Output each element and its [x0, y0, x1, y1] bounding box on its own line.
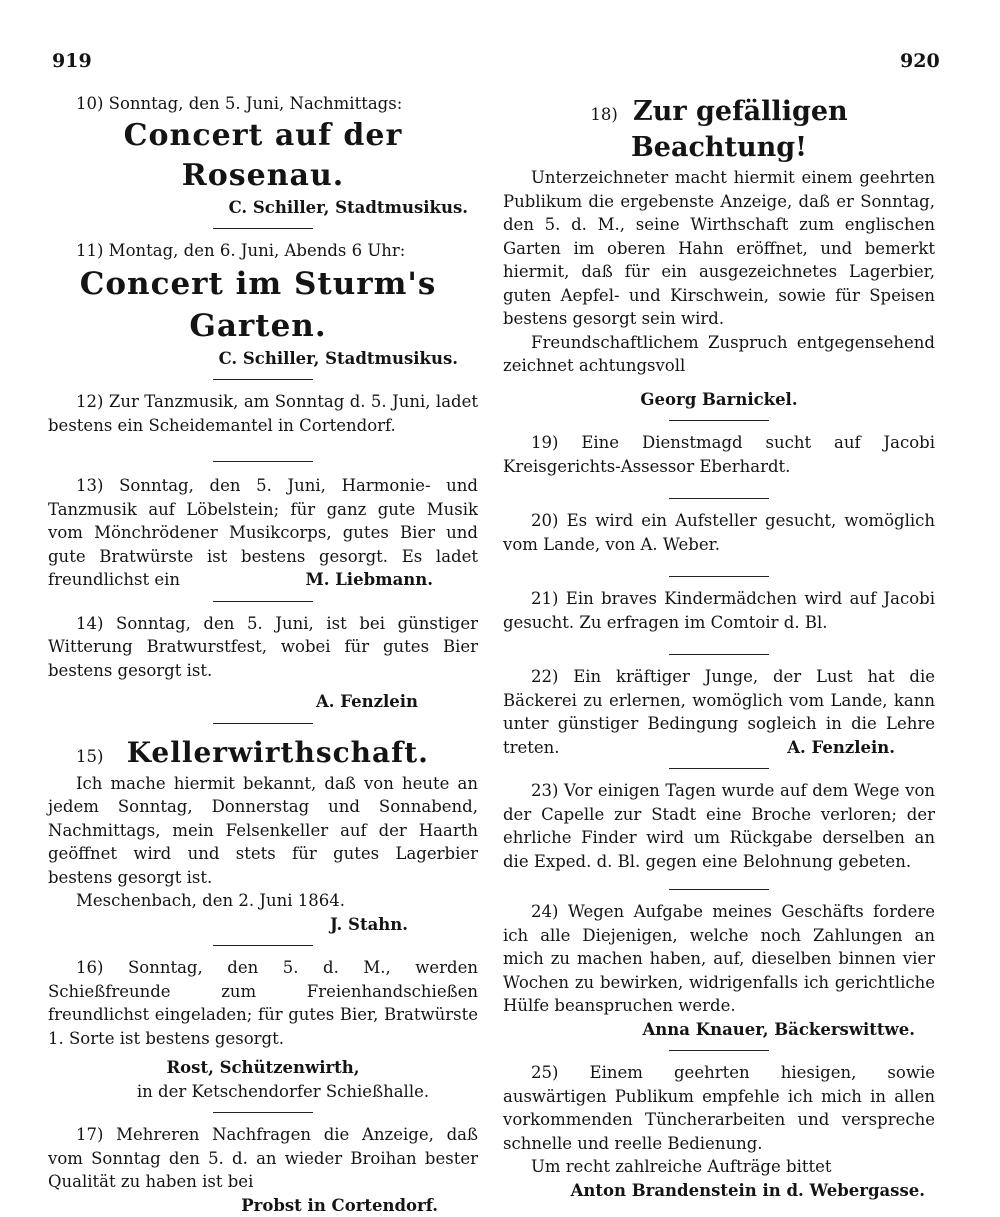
ad-23-text: 23) Vor einigen Tagen wurde auf dem Wege von der Capelle zur Stadt eine Broche verloren; der ehrliche Finder wird um Rückgabe derselben an die Exped. d. Bl. gegen eine Belohnung gebeten.	[503, 779, 935, 873]
divider	[213, 379, 313, 380]
divider	[669, 576, 769, 577]
ad-16-signature-location: in der Ketschendorfer Schießhalle.	[48, 1080, 478, 1104]
ad-25-text2: Um recht zahlreiche Aufträge bittet	[503, 1155, 935, 1179]
ad-25-text: 25) Einem geehrten hiesigen, sowie auswärtigen Publikum empfehle ich mich in allen vorkommenden Tüncherarbeiten und verspreche schnelle und reelle Bedienung.	[503, 1061, 935, 1155]
ad-16-text: 16) Sonntag, den 5. d. M., werden Schießfreunde zum Freienhandschießen freundlichst eingeladen; für gutes Bier, Bratwürste 1. Sorte ist bestens gesorgt.	[48, 956, 478, 1050]
left-column	[48, 92, 478, 1217]
divider	[213, 1112, 313, 1113]
ad-13	[48, 474, 478, 592]
ad-12-text: 12) Zur Tanzmusik, am Sonntag d. 5. Juni, ladet bestens ein Scheidemantel in Cortendorf.	[48, 390, 478, 437]
ad-15-text: Ich mache hiermit bekannt, daß von heute an jedem Sonntag, Donnerstag und Sonnabend, Nachmittags, mein Felsenkeller auf der Haarth geöffnet wird und stets für gutes Lagerbier bestens gesorgt ist.	[48, 772, 478, 890]
ad-10-line: 10) Sonntag, den 5. Juni, Nachmittags:	[48, 92, 478, 116]
ad-17	[48, 1123, 478, 1217]
ad-25	[503, 1061, 935, 1202]
ad-17-text: 17) Mehreren Nachfragen die Anzeige, daß vom Sonntag den 5. d. an wieder Broihan bester Qualität zu haben ist bei	[48, 1123, 478, 1194]
ad-18-number: 18)	[590, 105, 617, 124]
divider	[669, 498, 769, 499]
ad-18-title: Zur gefälligen Beachtung!	[631, 96, 848, 163]
divider	[213, 461, 313, 462]
divider	[669, 889, 769, 890]
ad-11	[48, 239, 478, 370]
ad-22-signature: A. Fenzlein.	[503, 736, 895, 760]
ad-19-text: 19) Eine Dienstmagd sucht auf Jacobi Kreisgerichts-Assessor Eberhardt.	[503, 431, 935, 478]
divider	[669, 1050, 769, 1051]
ad-11-signature: C. Schiller, Stadtmusikus.	[48, 347, 458, 371]
ad-11-title: Concert im Sturm's Garten.	[26, 263, 490, 347]
ad-20-text: 20) Es wird ein Aufsteller gesucht, womöglich vom Lande, von A. Weber.	[503, 509, 935, 556]
ad-15-title: Kellerwirthschaft.	[127, 736, 429, 769]
ad-24	[503, 900, 935, 1041]
ad-10-signature: C. Schiller, Stadtmusikus.	[48, 196, 468, 220]
ad-22	[503, 665, 935, 759]
ad-20	[503, 509, 935, 556]
divider	[669, 420, 769, 421]
ad-18-text: Unterzeichneter macht hiermit einem geehrten Publikum die ergebenste Anzeige, daß er Sonntag, den 5. d. M., seine Wirthschaft zum englischen Garten im oberen Hahn eröffnet, und bemerkt hiermit, daß für ein ausgezeichnetes Lagerbier, guten Aepfel- und Kirschwein, sowie für Speisen bestens gesorgt sein wird.	[503, 166, 935, 331]
right-column	[503, 94, 935, 1202]
ad-13-signature: M. Liebmann.	[48, 568, 433, 592]
ad-17-signature: Probst in Cortendorf.	[48, 1194, 438, 1217]
divider	[669, 654, 769, 655]
ad-18-signature: Georg Barnickel.	[503, 388, 935, 412]
divider	[213, 723, 313, 724]
ad-16	[48, 956, 478, 1103]
ad-15-number: 15)	[76, 747, 103, 766]
ad-19	[503, 431, 935, 478]
ad-14-signature: A. Fenzlein	[48, 690, 418, 714]
ad-22-text: 22) Ein kräftiger Junge, der Lust hat die Bäckerei zu erlernen, womöglich vom Lande, kann unter günstiger Bedingung sogleich in die Lehre treten.	[503, 665, 935, 759]
ad-14-text: 14) Sonntag, den 5. Juni, ist bei günstiger Witterung Bratwurstfest, wobei für gutes Bier bestens gesorgt ist.	[48, 612, 478, 683]
divider	[213, 945, 313, 946]
ad-13-text: 13) Sonntag, den 5. Juni, Harmonie- und Tanzmusik auf Löbelstein; für ganz gute Musik vom Mönchrödener Musikcorps, gutes Bier und gute Bratwürste ist bestens gesorgt. Es ladet freundlichst ein	[48, 474, 478, 592]
ad-14	[48, 612, 478, 714]
ad-21-text: 21) Ein braves Kindermädchen wird auf Jacobi gesucht. Zu erfragen im Comtoir d. Bl.	[503, 587, 935, 634]
divider	[669, 768, 769, 769]
ad-18-text2: Freundschaftlichem Zuspruch entgegensehend zeichnet achtungsvoll	[503, 331, 935, 378]
ad-15-signature: J. Stahn.	[48, 913, 408, 937]
divider	[213, 601, 313, 602]
ad-21	[503, 587, 935, 634]
ad-10-title: Concert auf der Rosenau.	[38, 116, 488, 196]
divider	[213, 228, 313, 229]
ad-15	[48, 734, 478, 937]
page-number-left: 919	[52, 50, 92, 72]
page-number-right: 920	[900, 50, 940, 72]
ad-24-signature: Anna Knauer, Bäckerswittwe.	[503, 1018, 915, 1042]
ad-18	[503, 94, 935, 411]
ad-15-place-date: Meschenbach, den 2. Juni 1864.	[48, 889, 478, 913]
ad-24-text: 24) Wegen Aufgabe meines Geschäfts fordere ich alle Diejenigen, welche noch Zahlungen an mich zu machen haben, auf, dieselben binnen vier Wochen zu bewirken, widrigenfalls ich gerichtliche Hülfe beanspruchen werde.	[503, 900, 935, 1018]
ad-25-signature: Anton Brandenstein in d. Webergasse.	[503, 1179, 925, 1203]
ad-12	[48, 390, 478, 437]
ad-11-line: 11) Montag, den 6. Juni, Abends 6 Uhr:	[48, 239, 478, 263]
ad-10	[48, 92, 478, 219]
ad-16-signature: Rost, Schützenwirth,	[48, 1056, 478, 1080]
ad-23	[503, 779, 935, 873]
